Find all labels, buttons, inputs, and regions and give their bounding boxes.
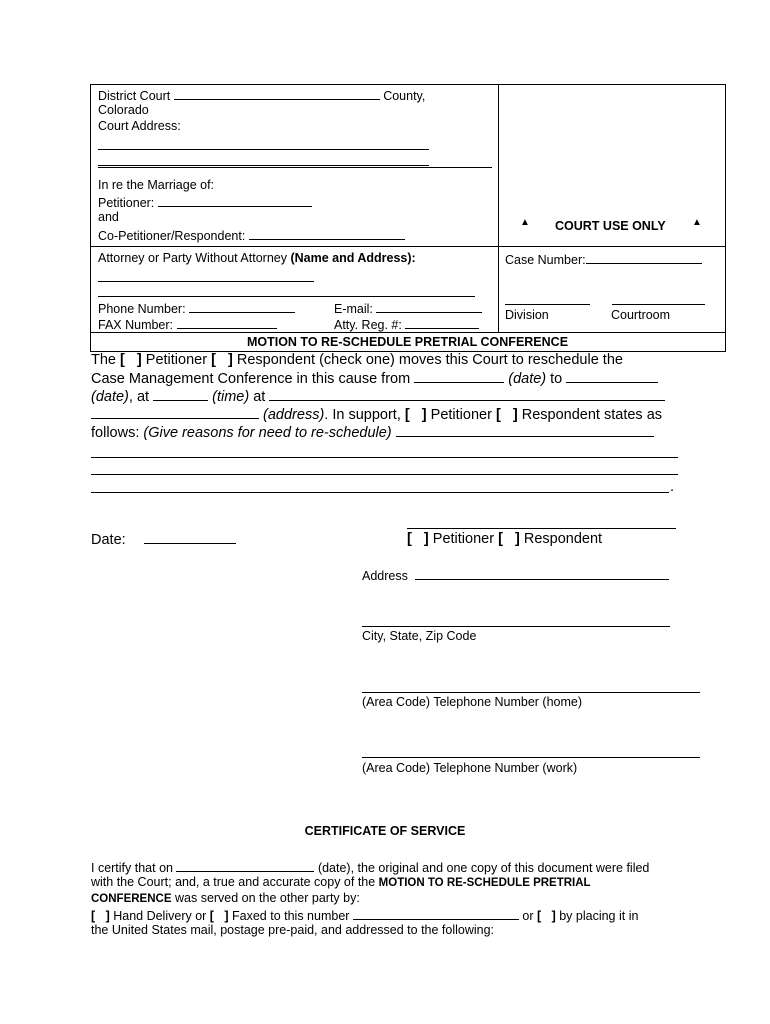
court-address-label: Court Address: xyxy=(98,119,181,133)
co-petitioner-line: Co-Petitioner/Respondent: xyxy=(98,226,405,244)
attorney-address-line[interactable] xyxy=(98,296,475,297)
respondent-checkbox[interactable]: [ ] xyxy=(211,352,233,368)
courtroom-label: Courtroom xyxy=(611,308,671,322)
certificate-line-2: with the Court; and, a true and accurate copy of the MOTION TO RE-SCHEDULE PRETRIAL xyxy=(91,875,591,889)
time-field[interactable] xyxy=(153,387,208,401)
and-label: and xyxy=(98,210,119,224)
division-label: Division xyxy=(505,308,549,322)
service-date-field[interactable] xyxy=(176,858,314,872)
reasons-field-3[interactable] xyxy=(91,474,678,475)
arrow-left-icon: ▲ xyxy=(520,217,530,228)
support-respondent-checkbox[interactable]: [ ] xyxy=(495,407,518,423)
certificate-line-4: [ ] Hand Delivery or [ ] Faxed to this number or [ ] by placing it in xyxy=(91,906,638,924)
in-re-label: In re the Marriage of: xyxy=(98,178,215,192)
faxed-checkbox[interactable]: [ ] xyxy=(209,909,229,923)
reasons-period: . xyxy=(670,479,675,495)
reasons-field-1[interactable] xyxy=(396,423,654,437)
signer-petitioner-checkbox[interactable]: [ ] xyxy=(407,531,429,547)
phone-field[interactable] xyxy=(189,299,295,313)
signer-address-field[interactable] xyxy=(415,566,669,580)
atty-reg-field[interactable] xyxy=(405,315,479,329)
hand-delivery-checkbox[interactable]: [ ] xyxy=(91,909,110,923)
email-line: E-mail: xyxy=(334,299,482,317)
court-address-line-3 xyxy=(98,167,492,168)
signer-city-field[interactable] xyxy=(362,626,670,627)
to-date-field[interactable] xyxy=(566,369,658,383)
body-line-1: The [ ] Petitioner [ ] Respondent (check one) moves this Court to reschedule the xyxy=(91,352,623,368)
signer-respondent-checkbox[interactable]: [ ] xyxy=(498,531,520,547)
state-label: Colorado xyxy=(98,103,149,117)
body-line-2: Case Management Conference in this cause from (date) to xyxy=(91,369,658,388)
home-phone-field[interactable] xyxy=(362,692,700,693)
petitioner-checkbox[interactable]: [ ] xyxy=(120,352,142,368)
email-field[interactable] xyxy=(376,299,482,313)
reasons-field-2[interactable] xyxy=(91,457,678,458)
address-field-2[interactable] xyxy=(91,405,259,419)
fax-line: FAX Number: xyxy=(98,315,277,333)
county-field[interactable] xyxy=(174,86,380,100)
date-field[interactable] xyxy=(144,530,236,544)
attorney-label: Attorney or Party Without Attorney (Name and Address): xyxy=(98,251,416,265)
motion-title: MOTION TO RE-SCHEDULE PRETRIAL CONFERENCE xyxy=(246,335,569,349)
court-address-line-2[interactable] xyxy=(98,165,429,166)
court-party-divider xyxy=(90,246,725,247)
certificate-title: CERTIFICATE OF SERVICE xyxy=(304,824,466,838)
body-line-3: (date), at (time) at xyxy=(91,387,665,406)
certificate-line-5: the United States mail, postage pre-paid, and addressed to the following: xyxy=(91,923,495,937)
home-phone-label: (Area Code) Telephone Number (home) xyxy=(362,695,583,709)
fax-field[interactable] xyxy=(177,315,277,329)
mail-checkbox[interactable]: [ ] xyxy=(536,909,556,923)
body-line-5: follows: (Give reasons for need to re-schedule) xyxy=(91,423,654,442)
court-address-line-1[interactable] xyxy=(98,149,429,150)
certificate-line-3: CONFERENCE was served on the other party by: xyxy=(91,891,360,905)
co-petitioner-field[interactable] xyxy=(249,226,405,240)
signer-address-line: Address xyxy=(362,566,669,584)
phone-line: Phone Number: xyxy=(98,299,295,317)
case-number-field[interactable] xyxy=(586,250,702,264)
certificate-line-1: I certify that on (date), the original and one copy of this document were filed xyxy=(91,858,649,876)
court-use-only-label: COURT USE ONLY xyxy=(555,219,666,233)
petitioner-line: Petitioner: xyxy=(98,193,312,211)
courtroom-field[interactable] xyxy=(612,304,705,305)
date-line: Date: xyxy=(91,530,236,549)
work-phone-label: (Area Code) Telephone Number (work) xyxy=(362,761,578,775)
caption-divider xyxy=(498,84,499,332)
arrow-right-icon: ▲ xyxy=(692,217,702,228)
signature-line[interactable] xyxy=(407,528,676,529)
reasons-field-4[interactable] xyxy=(91,492,669,493)
attorney-name-line[interactable] xyxy=(98,281,314,282)
signer-role-line: [ ] Petitioner [ ] Respondent xyxy=(407,531,603,547)
city-state-zip-label: City, State, Zip Code xyxy=(362,629,477,643)
atty-reg-line: Atty. Reg. #: xyxy=(334,315,479,333)
division-field[interactable] xyxy=(505,304,590,305)
court-line: District Court County, xyxy=(98,86,488,104)
case-number-line: Case Number: xyxy=(505,250,702,268)
from-date-field[interactable] xyxy=(414,369,504,383)
body-line-4: (address). In support, [ ] Petitioner [ ] Respondent states as xyxy=(91,405,662,424)
fax-number-field[interactable] xyxy=(353,906,519,920)
support-petitioner-checkbox[interactable]: [ ] xyxy=(404,407,427,423)
petitioner-field[interactable] xyxy=(158,193,312,207)
address-field-1[interactable] xyxy=(269,387,665,401)
work-phone-field[interactable] xyxy=(362,757,700,758)
